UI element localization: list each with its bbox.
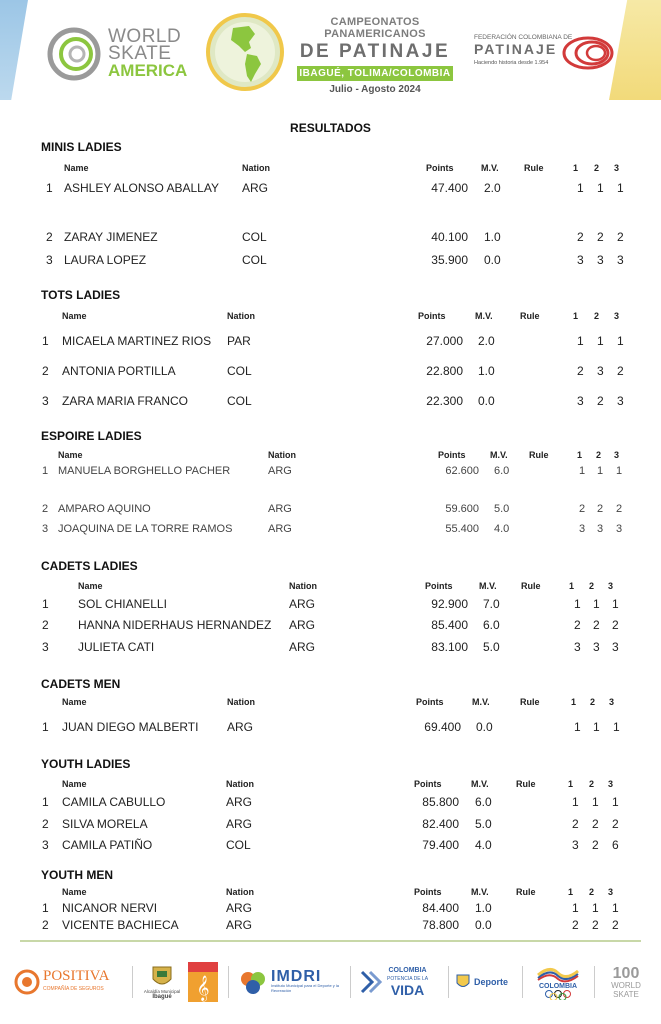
result-rank: 1 <box>42 720 49 734</box>
column-header-name: Name <box>62 697 87 707</box>
result-points: 85.800 <box>422 795 459 809</box>
result-rank: 2 <box>42 503 49 515</box>
olympic-rings-icon <box>544 990 572 1000</box>
column-header-judge-3: 3 <box>608 779 614 789</box>
result-mv: 5.0 <box>475 817 492 831</box>
ws-line3: AMERICA <box>108 61 188 80</box>
alcaldia-label: Alcaldía Municipal <box>143 988 181 994</box>
americas-globe-icon <box>205 12 285 92</box>
category-title: YOUTH LADIES <box>41 757 131 771</box>
result-points: 79.400 <box>422 838 459 852</box>
category-title: MINIS LADIES <box>41 140 122 154</box>
svg-text:𝄞: 𝄞 <box>196 976 210 1001</box>
judge-1-placing: 1 <box>579 465 586 477</box>
athlete-nation: PAR <box>227 334 251 348</box>
result-rank: 1 <box>42 901 49 915</box>
mindeporte-logo <box>456 960 514 1004</box>
treble-clef-icon <box>188 962 218 1002</box>
colombia-vida-chevron-icon <box>360 968 384 996</box>
footer-separator <box>132 966 133 998</box>
judge-1-placing: 2 <box>574 618 581 632</box>
judge-1-placing: 3 <box>574 640 581 654</box>
federacion-colombiana-logo <box>474 34 614 78</box>
judge-3-placing: 1 <box>613 720 620 734</box>
colombia-potencia-vida-logo <box>360 960 440 1004</box>
column-header-rule: Rule <box>516 779 536 789</box>
result-mv: 1.0 <box>478 364 495 378</box>
judge-3-placing: 2 <box>612 817 619 831</box>
column-header-name: Name <box>62 887 87 897</box>
column-header-judge-2: 2 <box>589 779 595 789</box>
column-header-points: Points <box>425 581 453 591</box>
judge-3-placing: 6 <box>612 838 619 852</box>
column-header-judge-1: 1 <box>571 697 577 707</box>
column-header-name: Name <box>62 779 87 789</box>
judge-2-placing: 2 <box>593 618 600 632</box>
column-header-name: Name <box>64 163 89 173</box>
judge-3-placing: 2 <box>616 503 623 515</box>
footer-separator <box>594 966 595 998</box>
result-mv: 6.0 <box>483 618 500 632</box>
column-header-mv: M.V. <box>475 311 493 321</box>
judge-2-placing: 2 <box>592 817 599 831</box>
athlete-name: NICANOR NERVI <box>62 901 158 915</box>
judge-3-placing: 2 <box>617 230 624 244</box>
sponsor-footer <box>0 960 661 1010</box>
result-mv: 1.0 <box>484 230 501 244</box>
result-rank: 2 <box>42 364 49 378</box>
result-rank: 2 <box>42 618 49 632</box>
deporte-label: Deporte <box>474 977 509 987</box>
result-rank: 1 <box>46 181 53 195</box>
column-header-points: Points <box>414 887 442 897</box>
athlete-nation: COL <box>242 253 267 267</box>
result-rank: 1 <box>42 597 49 611</box>
column-header-nation: Nation <box>268 450 296 460</box>
coc-flag-icon <box>536 965 580 983</box>
result-rank: 3 <box>42 523 49 535</box>
category-title: TOTS LADIES <box>41 288 121 302</box>
athlete-name: SOL CHIANELLI <box>78 597 167 611</box>
judge-2-placing: 1 <box>592 901 599 915</box>
result-points: 78.800 <box>422 918 459 932</box>
column-header-mv: M.V. <box>472 697 490 707</box>
colombia-vida-line3: VIDA <box>390 982 425 998</box>
category-title: YOUTH MEN <box>41 868 113 882</box>
athlete-name: JOAQUINA DE LA TORRE RAMOS <box>58 523 233 535</box>
judge-3-placing: 2 <box>612 618 619 632</box>
positiva-name: POSITIVA <box>43 967 110 984</box>
athlete-name: VICENTE BACHIECA <box>62 918 179 932</box>
category-title: ESPOIRE LADIES <box>41 429 142 443</box>
result-mv: 0.0 <box>478 394 495 408</box>
column-header-nation: Nation <box>226 779 254 789</box>
judge-3-placing: 1 <box>612 597 619 611</box>
judge-1-placing: 1 <box>574 597 581 611</box>
world-skate-america-logo <box>46 22 196 84</box>
column-header-nation: Nation <box>227 697 255 707</box>
judge-2-placing: 1 <box>593 720 600 734</box>
fed-line2: PATINAJE <box>474 41 558 57</box>
athlete-nation: ARG <box>226 817 253 831</box>
athlete-nation: COL <box>227 394 252 408</box>
judge-1-placing: 1 <box>577 334 584 348</box>
judge-3-placing: 1 <box>617 334 624 348</box>
footer-separator <box>350 966 351 998</box>
result-points: 55.400 <box>445 523 479 535</box>
result-points: 47.400 <box>431 181 468 195</box>
column-header-judge-3: 3 <box>614 311 620 321</box>
judge-2-placing: 3 <box>597 253 604 267</box>
result-mv: 5.0 <box>494 503 510 515</box>
judge-1-placing: 1 <box>574 720 581 734</box>
imdri-logo <box>238 960 342 1004</box>
category-title: CADETS MEN <box>41 677 121 691</box>
judge-2-placing: 1 <box>597 181 604 195</box>
result-mv: 0.0 <box>484 253 501 267</box>
column-header-judge-2: 2 <box>594 163 600 173</box>
result-points: 83.100 <box>431 640 468 654</box>
judge-3-placing: 1 <box>612 795 619 809</box>
world-skate-swirl-icon <box>46 26 102 82</box>
column-header-nation: Nation <box>242 163 270 173</box>
ws-line2: SKATE <box>108 43 172 64</box>
column-header-judge-2: 2 <box>590 697 596 707</box>
column-header-judge-1: 1 <box>573 311 579 321</box>
result-rank: 2 <box>42 817 49 831</box>
result-mv: 2.0 <box>484 181 501 195</box>
imdri-name: IMDRI <box>271 968 322 985</box>
result-mv: 1.0 <box>475 901 492 915</box>
athlete-name: ZARAY JIMENEZ <box>64 230 158 244</box>
judge-3-placing: 1 <box>616 465 623 477</box>
fed-line1: FEDERACIÓN COLOMBIANA DE <box>474 34 573 41</box>
athlete-nation: ARG <box>289 640 316 654</box>
judge-1-placing: 2 <box>572 817 579 831</box>
judge-1-placing: 1 <box>572 901 579 915</box>
athlete-nation: COL <box>227 364 252 378</box>
athlete-name: JULIETA CATI <box>78 640 155 654</box>
ibague-shield-icon <box>151 965 173 989</box>
column-header-judge-3: 3 <box>614 163 620 173</box>
column-header-judge-2: 2 <box>589 581 595 591</box>
result-points: 40.100 <box>431 230 468 244</box>
event-line1: CAMPEONATOS PANAMERICANOS <box>324 16 426 40</box>
judge-2-placing: 1 <box>593 597 600 611</box>
result-mv: 4.0 <box>494 523 510 535</box>
column-header-judge-3: 3 <box>608 581 614 591</box>
column-header-points: Points <box>438 450 466 460</box>
header-left-band <box>0 0 28 100</box>
judge-3-placing: 3 <box>612 640 619 654</box>
athlete-nation: ARG <box>268 503 292 515</box>
athlete-nation: ARG <box>227 720 254 734</box>
column-header-points: Points <box>426 163 454 173</box>
athlete-name: ANTONIA PORTILLA <box>62 364 176 378</box>
column-header-nation: Nation <box>227 311 255 321</box>
ws100-number: 100 <box>612 964 640 982</box>
judge-1-placing: 3 <box>572 838 579 852</box>
judge-2-placing: 2 <box>597 230 604 244</box>
judge-3-placing: 1 <box>612 901 619 915</box>
column-header-points: Points <box>416 697 444 707</box>
column-header-name: Name <box>62 311 87 321</box>
athlete-nation: ARG <box>289 597 316 611</box>
fed-line3: Haciendo historia desde 1.954 <box>474 60 549 66</box>
event-location: IBAGUÉ, TOLIMA/COLOMBIA <box>297 66 453 81</box>
athlete-name: AMPARO AQUINO <box>58 503 151 515</box>
column-header-mv: M.V. <box>490 450 508 460</box>
judge-3-placing: 3 <box>617 394 624 408</box>
athlete-name: JUAN DIEGO MALBERTI <box>62 720 199 734</box>
judge-2-placing: 2 <box>597 394 604 408</box>
world-skate-100-logo <box>604 960 648 1004</box>
athlete-nation: ARG <box>226 901 253 915</box>
athlete-nation: COL <box>242 230 267 244</box>
positiva-sun-icon <box>14 969 40 995</box>
header-right-band <box>609 0 661 100</box>
result-mv: 7.0 <box>483 597 500 611</box>
result-points: 84.400 <box>422 901 459 915</box>
positiva-logo <box>14 960 126 1004</box>
athlete-nation: ARG <box>226 918 253 932</box>
judge-2-placing: 1 <box>597 465 604 477</box>
result-points: 92.900 <box>431 597 468 611</box>
result-mv: 4.0 <box>475 838 492 852</box>
result-rank: 1 <box>42 465 49 477</box>
athlete-name: ZARA MARIA FRANCO <box>62 394 189 408</box>
athlete-nation: COL <box>226 838 251 852</box>
column-header-mv: M.V. <box>471 779 489 789</box>
result-points: 22.300 <box>426 394 463 408</box>
column-header-mv: M.V. <box>479 581 497 591</box>
column-header-mv: M.V. <box>481 163 499 173</box>
result-points: 62.600 <box>445 465 479 477</box>
column-header-rule: Rule <box>521 581 541 591</box>
result-rank: 3 <box>42 640 49 654</box>
athlete-name: MICAELA MARTINEZ RIOS <box>62 334 212 348</box>
athlete-name: MANUELA BORGHELLO PACHER <box>58 465 231 477</box>
judge-3-placing: 2 <box>617 364 624 378</box>
comite-olimpico-colombiano-logo <box>530 960 586 1004</box>
judge-1-placing: 1 <box>572 795 579 809</box>
judge-3-placing: 1 <box>617 181 624 195</box>
colombia-vida-line2: POTENCIA DE LA <box>387 976 429 982</box>
judge-1-placing: 2 <box>577 364 584 378</box>
athlete-nation: ARG <box>226 795 253 809</box>
page-title: RESULTADOS <box>290 121 371 135</box>
colombia-shield-icon <box>456 974 470 990</box>
footer-separator <box>448 966 449 998</box>
column-header-rule: Rule <box>516 887 536 897</box>
judge-2-placing: 3 <box>597 364 604 378</box>
judge-2-placing: 3 <box>593 640 600 654</box>
result-mv: 5.0 <box>483 640 500 654</box>
athlete-nation: ARG <box>242 181 269 195</box>
coc-label: COLOMBIA <box>538 982 578 990</box>
event-dates: Julio - Agosto 2024 <box>329 84 421 95</box>
column-header-rule: Rule <box>520 697 540 707</box>
judge-3-placing: 3 <box>616 523 623 535</box>
column-header-judge-3: 3 <box>609 697 615 707</box>
result-rank: 3 <box>46 253 53 267</box>
music-city-logo <box>188 960 220 1004</box>
judge-1-placing: 1 <box>577 181 584 195</box>
column-header-points: Points <box>414 779 442 789</box>
athlete-name: CAMILA CABULLO <box>62 795 166 809</box>
column-header-mv: M.V. <box>471 887 489 897</box>
athlete-name: ASHLEY ALONSO ABALLAY <box>64 181 219 195</box>
column-header-judge-3: 3 <box>614 450 620 460</box>
ws-line1: WORLD <box>108 26 182 47</box>
result-mv: 6.0 <box>475 795 492 809</box>
column-header-judge-2: 2 <box>596 450 602 460</box>
column-header-judge-1: 1 <box>568 887 574 897</box>
result-points: 22.800 <box>426 364 463 378</box>
athlete-nation: ARG <box>268 465 292 477</box>
column-header-judge-3: 3 <box>608 887 614 897</box>
judge-3-placing: 2 <box>612 918 619 932</box>
athlete-name: LAURA LOPEZ <box>64 253 147 267</box>
result-mv: 2.0 <box>478 334 495 348</box>
judge-2-placing: 2 <box>592 918 599 932</box>
result-mv: 6.0 <box>494 465 510 477</box>
column-header-judge-1: 1 <box>568 779 574 789</box>
judge-1-placing: 2 <box>577 230 584 244</box>
fed-rings-icon <box>562 36 614 70</box>
column-header-judge-1: 1 <box>569 581 575 591</box>
result-rank: 3 <box>42 394 49 408</box>
athlete-nation: ARG <box>289 618 316 632</box>
imdri-flower-icon <box>238 967 268 997</box>
column-header-points: Points <box>418 311 446 321</box>
athlete-name: SILVA MORELA <box>62 817 148 831</box>
athlete-name: CAMILA PATIÑO <box>62 838 153 852</box>
judge-1-placing: 3 <box>577 394 584 408</box>
result-rank: 2 <box>42 918 49 932</box>
column-header-judge-2: 2 <box>594 311 600 321</box>
result-points: 85.400 <box>431 618 468 632</box>
result-points: 27.000 <box>426 334 463 348</box>
judge-1-placing: 3 <box>577 253 584 267</box>
judge-2-placing: 2 <box>597 503 604 515</box>
athlete-nation: ARG <box>268 523 292 535</box>
result-points: 82.400 <box>422 817 459 831</box>
footer-divider <box>20 940 641 942</box>
ibague-label: Ibagué <box>152 993 172 1000</box>
judge-2-placing: 3 <box>597 523 604 535</box>
event-line2: DE PATINAJE <box>299 41 451 62</box>
positiva-subtitle: COMPAÑÍA DE SEGUROS <box>43 985 104 992</box>
result-mv: 0.0 <box>475 918 492 932</box>
ws100-world: WORLD <box>611 980 641 990</box>
footer-separator <box>228 966 229 998</box>
result-rank: 1 <box>42 334 49 348</box>
footer-separator <box>522 966 523 998</box>
ws100-skate: SKATE <box>613 989 639 999</box>
column-header-name: Name <box>58 450 83 460</box>
column-header-name: Name <box>78 581 103 591</box>
judge-3-placing: 3 <box>617 253 624 267</box>
column-header-rule: Rule <box>524 163 544 173</box>
column-header-judge-1: 1 <box>573 163 579 173</box>
result-rank: 2 <box>46 230 53 244</box>
judge-2-placing: 2 <box>592 838 599 852</box>
colombia-vida-line1: COLOMBIA <box>388 967 427 974</box>
athlete-name: HANNA NIDERHAUS HERNANDEZ <box>78 618 272 632</box>
judge-1-placing: 3 <box>579 523 586 535</box>
column-header-nation: Nation <box>226 887 254 897</box>
category-title: CADETS LADIES <box>41 559 138 573</box>
column-header-judge-1: 1 <box>577 450 583 460</box>
alcaldia-ibague-logo <box>142 960 182 1004</box>
result-points: 59.600 <box>445 503 479 515</box>
column-header-rule: Rule <box>529 450 549 460</box>
result-points: 69.400 <box>424 720 461 734</box>
column-header-judge-2: 2 <box>589 887 595 897</box>
judge-2-placing: 1 <box>597 334 604 348</box>
judge-1-placing: 2 <box>572 918 579 932</box>
result-mv: 0.0 <box>476 720 493 734</box>
result-points: 35.900 <box>431 253 468 267</box>
result-rank: 3 <box>42 838 49 852</box>
judge-2-placing: 1 <box>592 795 599 809</box>
event-title-block <box>290 16 460 95</box>
column-header-rule: Rule <box>520 311 540 321</box>
imdri-subtitle: Instituto Municipal para el Deporte y la Recreación <box>271 983 340 993</box>
event-header <box>0 0 661 104</box>
result-rank: 1 <box>42 795 49 809</box>
judge-1-placing: 2 <box>579 503 586 515</box>
column-header-nation: Nation <box>289 581 317 591</box>
